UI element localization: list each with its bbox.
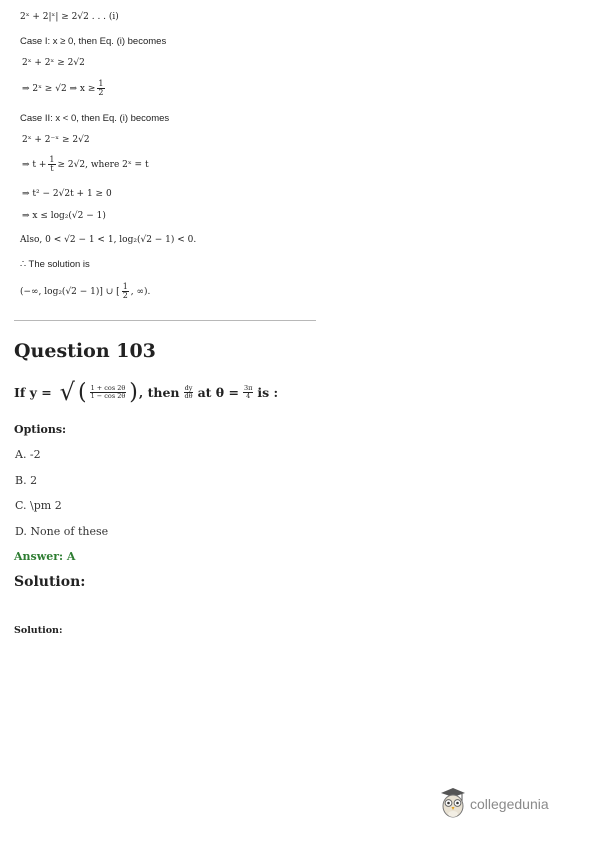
case1-impl-text: ⇒ 2ˣ ≥ √2 ⇒ x ≥ xyxy=(22,83,96,94)
also-line: Also, 0 < √2 − 1 < 1, log₂(√2 − 1) < 0. xyxy=(20,235,197,245)
quadratic-line: ⇒ t² − 2√2t + 1 ≥ 0 xyxy=(22,189,112,199)
case2-text: Case II: x < 0, then Eq. (i) becomes xyxy=(20,113,170,124)
therefore-line: ∴ The solution is xyxy=(20,259,90,270)
sqrt-symbol: √ xyxy=(59,378,75,406)
option-b[interactable]: B. 2 xyxy=(15,474,38,487)
option-a[interactable]: A. -2 xyxy=(15,448,41,461)
solution-frac-den: 2 xyxy=(122,291,128,300)
case2-impl-text-a: ⇒ t + xyxy=(22,159,47,170)
case2-implication xyxy=(22,156,149,173)
paren-close: ) xyxy=(129,379,138,405)
question-middle: , then xyxy=(138,384,180,400)
question-frac-den: 1 − cos 2θ xyxy=(90,391,126,400)
question-prefix: If y = xyxy=(14,384,52,400)
section-divider xyxy=(14,320,316,321)
collegedunia-logo xyxy=(438,786,549,822)
solution-interval-a: (−∞, log₂(√2 − 1)] ∪ [ xyxy=(20,286,120,297)
answer-text: Answer: A xyxy=(14,550,76,563)
theta-den: 4 xyxy=(246,391,251,400)
question-fraction xyxy=(90,385,127,399)
solution-interval xyxy=(20,283,150,300)
option-c[interactable]: C. \pm 2 xyxy=(15,499,62,512)
case2-impl-text-b: ≥ 2√2, where 2ˣ = t xyxy=(57,159,149,170)
theta-num: 3π xyxy=(243,384,253,392)
case2-frac-den: t xyxy=(50,164,54,173)
case1-eq: 2ˣ + 2ˣ ≥ 2√2 xyxy=(22,58,85,68)
deriv-num: dy xyxy=(184,384,193,392)
solution-heading: Solution: xyxy=(14,574,86,590)
question-suffix: is : xyxy=(257,384,279,400)
derivative-fraction xyxy=(183,385,193,399)
solution-interval-b: , ∞). xyxy=(130,286,151,297)
deriv-den: dθ xyxy=(184,391,193,400)
case1-implication xyxy=(22,80,107,97)
solution-subheading: Solution: xyxy=(14,625,63,636)
logo-text: collegedunia xyxy=(470,796,549,812)
case2-frac-num: 1 xyxy=(49,155,55,164)
case1-text: Case I: x ≥ 0, then Eq. (i) becomes xyxy=(20,36,167,47)
solution-fraction xyxy=(122,283,129,300)
question-heading: Question 103 xyxy=(14,340,156,362)
case2-eq: 2ˣ + 2⁻ˣ ≥ 2√2 xyxy=(22,135,90,145)
option-d[interactable]: D. None of these xyxy=(15,525,109,538)
case1-fraction xyxy=(97,80,104,97)
owl-mascot-icon xyxy=(438,786,468,822)
log-line: ⇒ x ≤ log₂(√2 − 1) xyxy=(22,211,106,221)
question-at: at θ = xyxy=(197,384,239,400)
options-label: Options: xyxy=(14,423,67,436)
case1-frac-num: 1 xyxy=(98,79,104,88)
solution-frac-num: 1 xyxy=(122,282,128,291)
theta-fraction xyxy=(243,385,253,399)
paren-open: ( xyxy=(77,379,87,405)
eq-main: 2ˣ + 2|ˣ| ≥ 2√2 . . . (i) xyxy=(20,12,119,22)
case2-fraction xyxy=(48,156,55,173)
case1-frac-den: 2 xyxy=(98,88,104,97)
question-text xyxy=(14,378,278,406)
question-frac-num: 1 + cos 2θ xyxy=(90,384,126,392)
